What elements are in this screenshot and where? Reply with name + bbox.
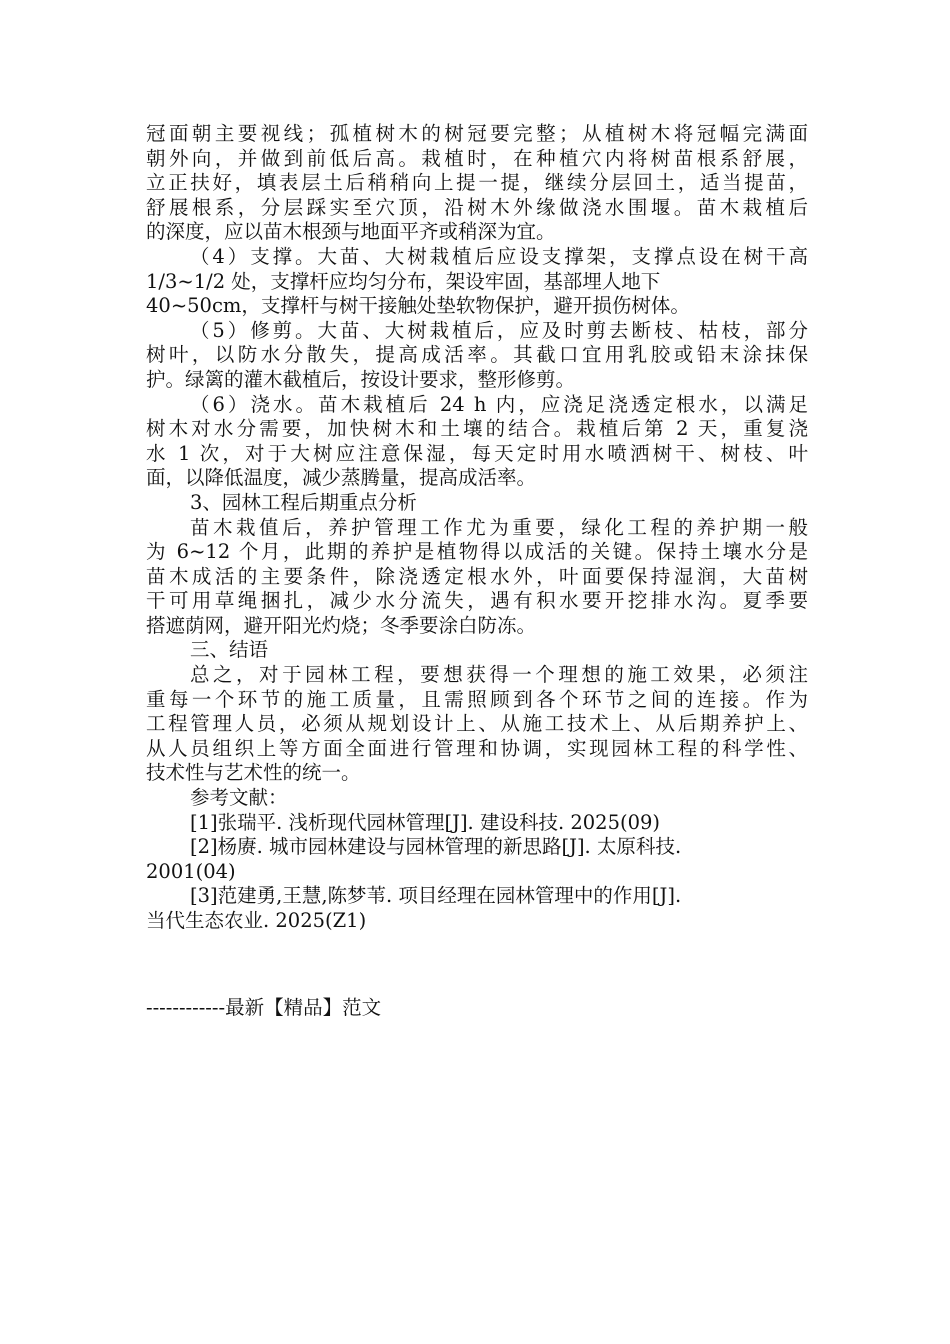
text-line: 护。绿篱的灌木截植后，按设计要求，整形修剪。 <box>146 367 576 391</box>
text-line: 40~50cm，支撑杆与树干接触处垫软物保护，避开损伤树体。 <box>146 294 690 318</box>
text-line: 树叶，以防水分散失，提高成活率。其截口宜用乳胶或铅末涂抹保 <box>146 343 808 367</box>
text-line: 技术性与艺术性的统一。 <box>146 761 361 785</box>
text-line: 从人员组织上等方面全面进行管理和协调，实现园林工程的科学性、 <box>146 736 808 760</box>
text-line: 总之，对于园林工程，要想获得一个理想的施工效果，必须注 <box>190 663 808 687</box>
text-line: [3]范建勇,王慧,陈梦苇. 项目经理在园林管理中的作用[J]. <box>190 884 682 908</box>
text-line: 干可用草绳捆扎，减少水分流失，遇有积水要开挖排水沟。夏季要 <box>146 589 808 613</box>
document-body <box>146 122 808 934</box>
text-line: 重每一个环节的施工质量，且需照顾到各个环节之间的连接。作为 <box>146 687 808 711</box>
text-line: 苗木栽值后，养护管理工作尤为重要，绿化工程的养护期一般 <box>190 515 808 539</box>
text-line: 朝外向，并做到前低后高。栽植时，在种植穴内将树苗根系舒展， <box>146 146 808 170</box>
text-line: 3、园林工程后期重点分析 <box>190 490 417 514</box>
text-line: 工程管理人员，必须从规划设计上、从施工技术上、从后期养护上、 <box>146 712 808 736</box>
text-line: [2]杨赓. 城市园林建设与园林管理的新思路[J]. 太原科技. <box>190 835 682 859</box>
text-line: 舒展根系，分层踩实至穴顶，沿树木外缘做浇水围堰。苗木栽植后 <box>146 195 808 219</box>
text-line: （6）浇水。苗木栽植后 24 h 内，应浇足浇透定根水，以满足 <box>190 392 808 416</box>
text-line: 的深度，应以苗木根颈与地面平齐或稍深为宜。 <box>146 220 556 244</box>
text-line: （4）支撑。大苗、大树栽植后应设支撑架，支撑点设在树干高 <box>190 244 808 268</box>
text-line: 立正扶好，填表层土后稍稍向上提一提，继续分层回土，适当提苗， <box>146 171 808 195</box>
text-line: [1]张瑞平. 浅析现代园林管理[J]. 建设科技. 2025(09) <box>190 810 660 834</box>
text-line: 面，以降低温度，减少蒸腾量，提高成活率。 <box>146 466 537 490</box>
text-line: 水 1 次，对于大树应注意保湿，每天定时用水喷洒树干、树枝、叶 <box>146 441 808 465</box>
text-line: 三、结语 <box>190 638 269 662</box>
text-line: 2001(04) <box>146 859 236 883</box>
text-line: 为 6~12 个月，此期的养护是植物得以成活的关键。保持土壤水分是 <box>146 540 808 564</box>
text-line: （5）修剪。大苗、大树栽植后，应及时剪去断枝、枯枝，部分 <box>190 318 808 342</box>
text-line: 参考文献： <box>190 786 288 810</box>
text-line: 搭遮荫网，避开阳光灼烧；冬季要涂白防冻。 <box>146 613 537 637</box>
text-line: 树木对水分需要，加快树木和土壤的结合。栽植后第 2 天，重复浇 <box>146 417 808 441</box>
text-line: 苗木成活的主要条件，除浇透定根水外，叶面要保持湿润，大苗树 <box>146 564 808 588</box>
footer-label: ------------最新【精品】范文 <box>146 996 382 1019</box>
text-line: 当代生态农业. 2025(Z1) <box>146 909 367 932</box>
text-line: 冠面朝主要视线；孤植树木的树冠要完整；从植树木将冠幅完满面 <box>146 122 808 145</box>
text-line: 1/3~1/2 处，支撑杆应均匀分布，架设牢固，基部埋人地下 <box>146 269 661 293</box>
